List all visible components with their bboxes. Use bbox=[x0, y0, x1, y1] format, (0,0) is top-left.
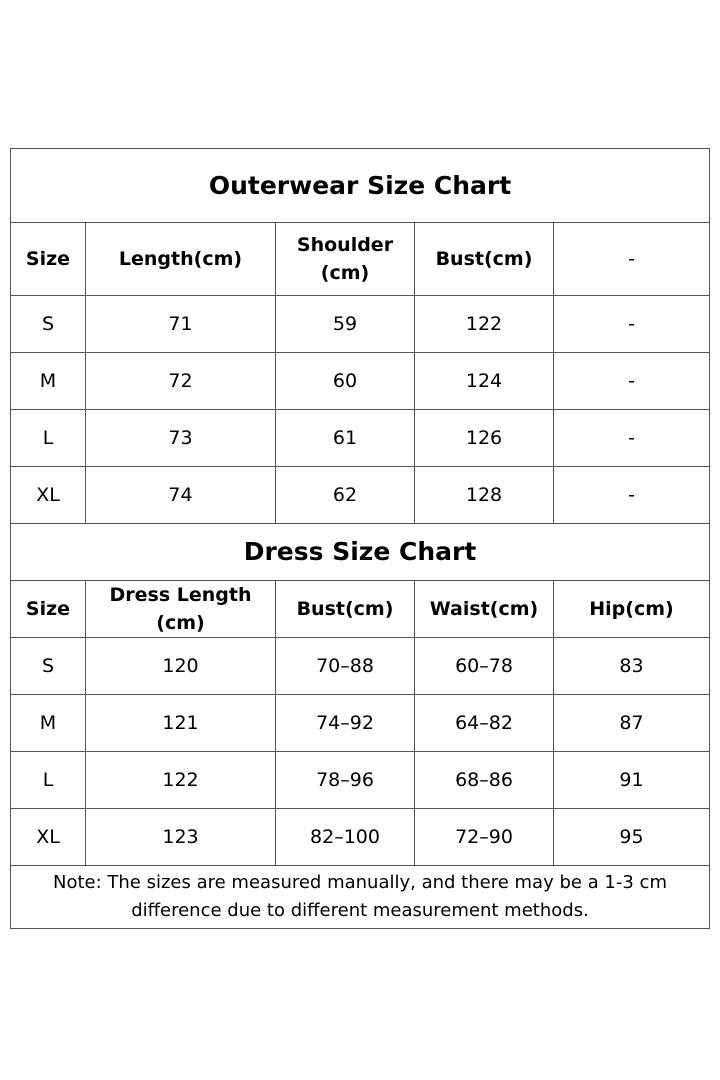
table-cell: 61 bbox=[276, 410, 415, 467]
outerwear-header-size: Size bbox=[11, 223, 86, 296]
outerwear-title-row bbox=[11, 149, 710, 223]
table-row bbox=[11, 695, 710, 752]
table-cell: L bbox=[11, 752, 86, 809]
table-row bbox=[11, 638, 710, 695]
table-cell: XL bbox=[11, 467, 86, 524]
dress-title: Dress Size Chart bbox=[11, 524, 710, 581]
table-cell: 68–86 bbox=[415, 752, 554, 809]
table-cell: L bbox=[11, 410, 86, 467]
table-cell: 91 bbox=[554, 752, 710, 809]
table-cell: 78–96 bbox=[276, 752, 415, 809]
table-cell: 60–78 bbox=[415, 638, 554, 695]
table-cell: 128 bbox=[415, 467, 554, 524]
table-cell: 62 bbox=[276, 467, 415, 524]
table-cell: 64–82 bbox=[415, 695, 554, 752]
table-row bbox=[11, 353, 710, 410]
outerwear-header-shoulder: Shoulder (cm) bbox=[276, 223, 415, 296]
dress-header-size: Size bbox=[11, 581, 86, 638]
outerwear-title: Outerwear Size Chart bbox=[11, 149, 710, 223]
table-cell: - bbox=[554, 410, 710, 467]
table-cell: 70–88 bbox=[276, 638, 415, 695]
dress-header-row bbox=[11, 581, 710, 638]
table-cell: 121 bbox=[86, 695, 276, 752]
table-cell: 59 bbox=[276, 296, 415, 353]
table-cell: - bbox=[554, 467, 710, 524]
dress-header-waist: Waist(cm) bbox=[415, 581, 554, 638]
outerwear-header-length: Length(cm) bbox=[86, 223, 276, 296]
table-cell: 72–90 bbox=[415, 809, 554, 866]
table-row bbox=[11, 752, 710, 809]
table-cell: S bbox=[11, 638, 86, 695]
note-row bbox=[11, 866, 710, 929]
table-cell: 124 bbox=[415, 353, 554, 410]
table-cell: 73 bbox=[86, 410, 276, 467]
table-cell: 74–92 bbox=[276, 695, 415, 752]
table-cell: - bbox=[554, 296, 710, 353]
size-chart-table bbox=[10, 148, 710, 929]
table-cell: S bbox=[11, 296, 86, 353]
table-row bbox=[11, 296, 710, 353]
table-cell: 60 bbox=[276, 353, 415, 410]
table-cell: 82–100 bbox=[276, 809, 415, 866]
table-cell: M bbox=[11, 695, 86, 752]
table-row bbox=[11, 467, 710, 524]
table-cell: 120 bbox=[86, 638, 276, 695]
table-cell: 72 bbox=[86, 353, 276, 410]
outerwear-header-row bbox=[11, 223, 710, 296]
dress-header-hip: Hip(cm) bbox=[554, 581, 710, 638]
table-cell: 95 bbox=[554, 809, 710, 866]
table-cell: 74 bbox=[86, 467, 276, 524]
table-cell: 87 bbox=[554, 695, 710, 752]
table-cell: 122 bbox=[86, 752, 276, 809]
table-cell: - bbox=[554, 353, 710, 410]
dress-title-row bbox=[11, 524, 710, 581]
outerwear-header-empty: - bbox=[554, 223, 710, 296]
outerwear-header-bust: Bust(cm) bbox=[415, 223, 554, 296]
table-cell: M bbox=[11, 353, 86, 410]
table-cell: 83 bbox=[554, 638, 710, 695]
measurement-note: Note: The sizes are measured manually, and there may be a 1-3 cm difference due to different measurement methods. bbox=[11, 866, 710, 929]
table-cell: XL bbox=[11, 809, 86, 866]
table-cell: 122 bbox=[415, 296, 554, 353]
table-row bbox=[11, 410, 710, 467]
dress-header-bust: Bust(cm) bbox=[276, 581, 415, 638]
table-cell: 126 bbox=[415, 410, 554, 467]
dress-header-length: Dress Length (cm) bbox=[86, 581, 276, 638]
table-cell: 123 bbox=[86, 809, 276, 866]
table-cell: 71 bbox=[86, 296, 276, 353]
table-row bbox=[11, 809, 710, 866]
